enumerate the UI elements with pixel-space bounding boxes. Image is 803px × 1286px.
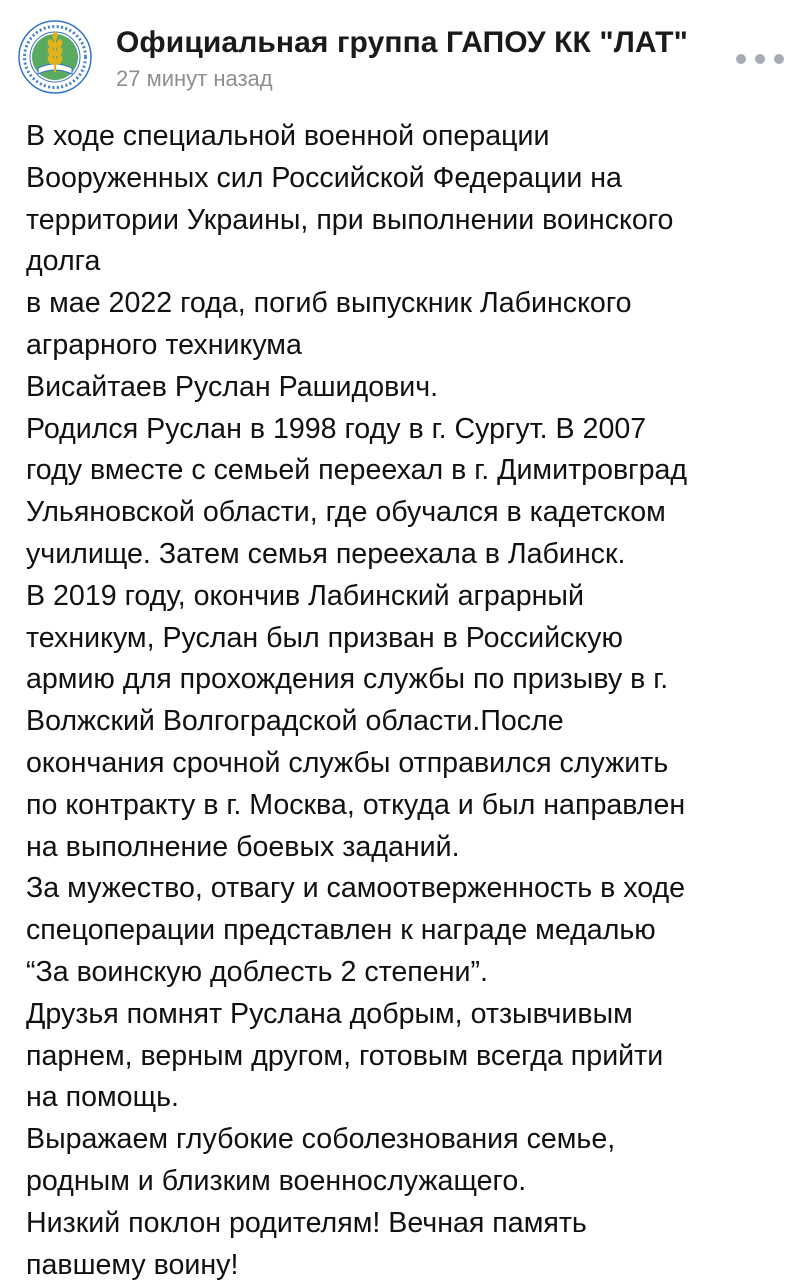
post-text-line: Ульяновской области, где обучался в кадетском bbox=[26, 496, 666, 529]
post-text-line: “За воинскую доблесть 2 степени”. bbox=[26, 955, 488, 988]
post-text-line: территории Украины, при выполнении воинского bbox=[26, 203, 674, 236]
post-text-line: году вместе с семьей переехал в г. Димитровград bbox=[26, 454, 688, 487]
post-text-line: парнем, верным другом, готовым всегда прийти bbox=[26, 1039, 664, 1072]
post-text-line: окончания срочной службы отправился служить bbox=[26, 746, 669, 779]
post-text-line: армию для прохождения службы по призыву в г. bbox=[26, 663, 669, 696]
post-text-line: по контракту в г. Москва, откуда и был направлен bbox=[26, 788, 686, 821]
post-text-line: долга bbox=[26, 245, 101, 278]
post-text-line: В ходе специальной военной операции bbox=[26, 120, 550, 152]
post-text-line: спецоперации представлен к награде медалью bbox=[26, 914, 656, 947]
group-name-link[interactable]: Официальная группа ГАПОУ КК "ЛАТ" bbox=[116, 26, 688, 59]
more-dots-icon bbox=[755, 54, 765, 64]
post-text-line: В 2019 году, окончив Лабинский аграрный bbox=[26, 579, 584, 612]
post-text-line: Родился Руслан в 1998 году в г. Сургут. В 2007 bbox=[26, 412, 647, 445]
post-text-line: в мае 2022 года, погиб выпускник Лабинского bbox=[26, 287, 632, 320]
college-emblem-icon bbox=[18, 20, 92, 94]
post-text-line: родным и близким военнослужащего. bbox=[26, 1164, 527, 1197]
post-timestamp[interactable]: 27 минут назад bbox=[116, 66, 273, 91]
post-header bbox=[0, 0, 803, 110]
post-text-line: аграрного техникума bbox=[26, 328, 302, 361]
post-text bbox=[26, 116, 786, 1286]
post-text-line: Вооруженных сил Российской Федерации на bbox=[26, 161, 622, 194]
post-text-line: павшему воину! bbox=[26, 1248, 239, 1281]
post-text-line: на помощь. bbox=[26, 1081, 179, 1114]
post-text-line: Низкий поклон родителям! Вечная память bbox=[26, 1206, 587, 1239]
more-options-button[interactable] bbox=[736, 44, 784, 74]
post-text-line: Друзья помнят Руслана добрым, отзывчивым bbox=[26, 997, 633, 1030]
post-text-line: Выражаем глубокие соболезнования семье, bbox=[26, 1123, 616, 1156]
post-text-line: За мужество, отвагу и самоотверженность в ходе bbox=[26, 872, 686, 905]
post-text-line: на выполнение боевых заданий. bbox=[26, 830, 460, 863]
post-text-line: училище. Затем семья переехала в Лабинск. bbox=[26, 537, 626, 570]
more-dots-icon bbox=[774, 54, 784, 64]
post-text-line: техникум, Руслан был призван в Российскую bbox=[26, 621, 623, 654]
post-text-line: Висайтаев Руслан Рашидович. bbox=[26, 370, 439, 403]
more-dots-icon bbox=[736, 54, 746, 64]
group-avatar[interactable] bbox=[18, 20, 92, 94]
post-text-line: Волжский Волгоградской области.После bbox=[26, 705, 564, 738]
